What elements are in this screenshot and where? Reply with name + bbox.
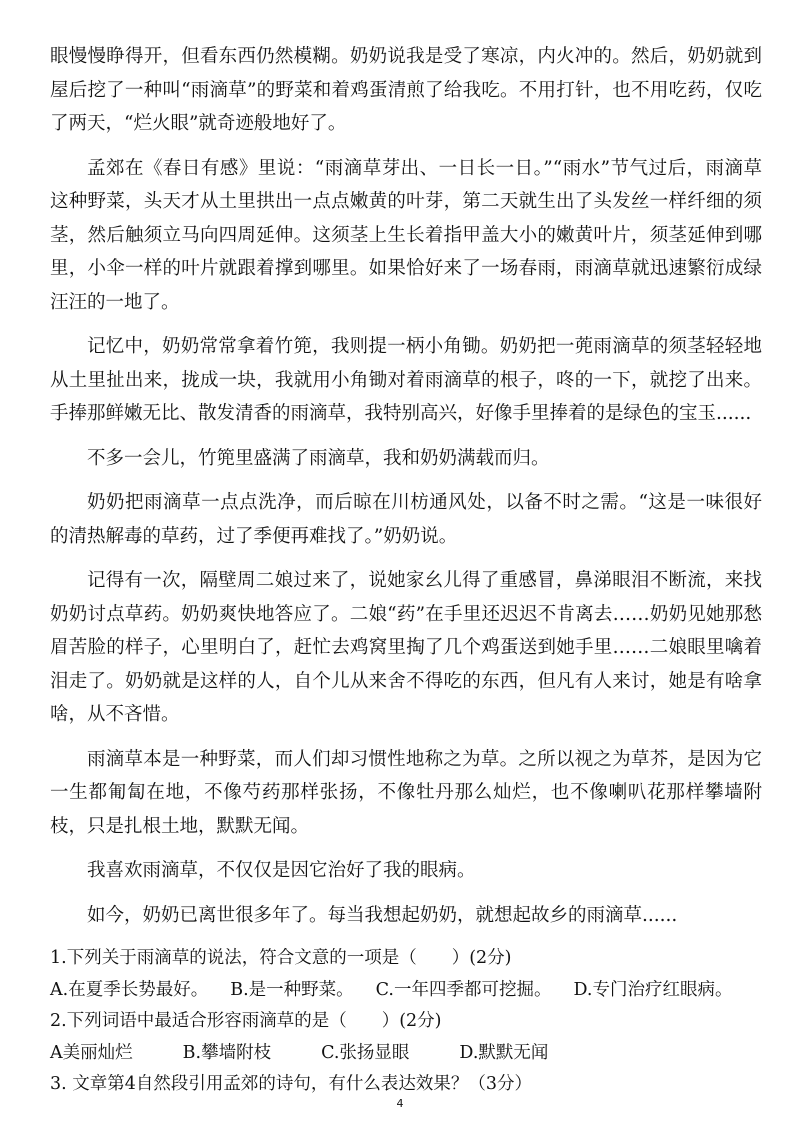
paragraph: 奶奶把雨滴草一点点洗净，而后晾在川枋通风处，以备不时之需。“这是一味很好的清热解毒的草药，过了季便再难找了。”奶奶说。: [50, 492, 762, 547]
document-page: [50, 40, 762, 1101]
paragraph: 如今，奶奶已离世很多年了。每当我想起奶奶，就想起故乡的雨滴草......: [87, 904, 678, 926]
question-1-option-c: C.一年四季都可挖掘。: [375, 979, 552, 1000]
question-2-option-d: D.默默无闻: [459, 1042, 549, 1063]
question-1-stem: 1.下列关于雨滴草的说法，符合文意的一项是（ ）(2分): [50, 948, 512, 968]
paragraph: 记忆中，奶奶常常拿着竹篼，我则提一柄小角锄。奶奶把一蔸雨滴草的须茎轻轻地从土里扯出来，拢成一块，我就用小角锄对着雨滴草的根子，咚的一下，就挖了出来。手捧那鲜嫩无比、散发清香的雨滴草，我特别高兴，好像手里捧着的是绿色的宝玉......: [50, 336, 762, 424]
paragraph: 雨滴草本是一种野菜，而人们却习惯性地称之为草。之所以视之为草芥，是因为它一生都匍匐在地，不像芍药那样张扬，不像牡丹那么灿烂，也不像喇叭花那样攀墙附枝，只是扎根土地，默默无闻。: [50, 748, 762, 837]
question-2-option-b: B.攀墙附枝: [182, 1042, 272, 1063]
page-number: 4: [396, 1097, 404, 1110]
paragraph: 孟郊在《春日有感》里说：“雨滴草芽出、一日长一日。”“雨水”节气过后，雨滴草这种野菜，头天才从土里拱出一点点嫩黄的叶芽，第二天就生出了头发丝一样纤细的须茎，然后触须立马向四周延伸。这须茎上生长着指甲盖大小的嫩黄叶片，须茎延伸到哪里，小伞一样的叶片就跟着撑到哪里。如果恰好来了一场春雨，雨滴草就迅速繁衍成绿汪汪的一地了。: [50, 157, 762, 313]
question-2-option-c: C.张扬显眼: [321, 1042, 410, 1063]
question-1-options: [50, 975, 762, 1007]
paragraph: 眼慢慢睁得开，但看东西仍然模糊。奶奶说我是受了寒凉，内火冲的。然后，奶奶就到屋后挖了一种叫“雨滴草”的野菜和着鸡蛋清煎了给我吃。不用打针，也不用吃药，仅吃了两天，“烂火眼”就奇迹般地好了。: [50, 46, 762, 134]
question-1-option-b: B.是一种野菜。: [230, 979, 354, 1000]
question-1-option-a: A.在夏季长势最好。: [50, 979, 209, 1000]
paragraph: 记得有一次，隔壁周二娘过来了，说她家幺儿得了重感冒，鼻涕眼泪不断流，来找奶奶讨点草药。奶奶爽快地答应了。二娘“药”在手里还迟迟不肯离去……奶奶见她那愁眉苦脸的样子，心里明白了，赶忙去鸡窝里掏了几个鸡蛋送到她手里……二娘眼里噙着泪走了。奶奶就是这样的人，自个儿从来舍不得吃的东西，但凡有人来讨，她是有啥拿啥，从不吝惜。: [50, 570, 762, 725]
paragraph: 不多一会儿，竹篼里盛满了雨滴草，我和奶奶满载而归。: [87, 447, 550, 469]
question-3-stem: 3. 文章第4自然段引用孟郊的诗句，有什么表达效果？（3分）: [50, 1074, 533, 1094]
question-2-options: [50, 1038, 762, 1070]
article-body: [50, 40, 762, 932]
question-1-option-d: D.专门治疗红眼病。: [573, 979, 733, 1000]
question-2-option-a: A美丽灿烂: [50, 1042, 133, 1063]
question-2-stem: 2.下列词语中最适合形容雨滴草的是（ ）(2分): [50, 1011, 442, 1031]
question-section: [50, 943, 762, 1101]
paragraph: 我喜欢雨滴草，不仅仅是因它治好了我的眼病。: [87, 860, 476, 881]
